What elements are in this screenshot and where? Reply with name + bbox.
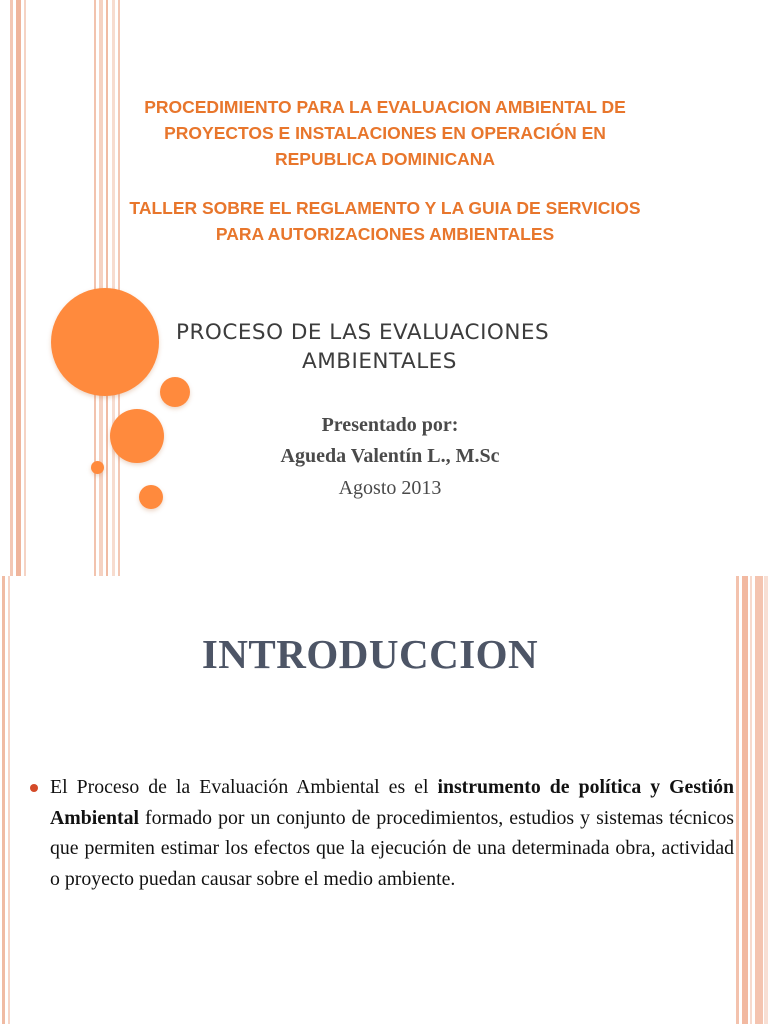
decorative-stripe — [755, 576, 763, 1024]
decorative-stripe — [24, 0, 26, 576]
workshop-title — [40, 195, 730, 247]
subtitle-line: PROCESO DE LAS EVALUACIONES — [176, 320, 550, 345]
subtitle-line: AMBIENTALES — [302, 349, 457, 374]
decorative-stripe — [118, 0, 120, 576]
intro-text: formado por un conjunto de procedimientos, estudios y sistemas técnicos que permiten estimar los efectos que la ejecución de una determinada obra, actividad o proyecto puedan causar sobre el medio ambiente. — [50, 806, 734, 890]
decorative-stripe — [764, 576, 768, 1024]
decorative-stripe — [750, 576, 752, 1024]
title-line: PROCEDIMIENTO PARA LA EVALUACION AMBIENTAL DE — [144, 97, 626, 117]
decorative-circle-tiny — [91, 461, 104, 474]
intro-paragraph — [50, 772, 734, 894]
title-line: PROYECTOS E INSTALACIONES EN OPERACIÓN EN — [164, 123, 606, 143]
decorative-circle-medium — [110, 409, 164, 463]
decorative-circle-small — [139, 485, 163, 509]
presentation-title — [40, 94, 730, 172]
decorative-stripe — [10, 0, 13, 576]
decorative-circle-small — [160, 377, 190, 407]
intro-heading: INTRODUCCION — [201, 631, 539, 677]
decorative-stripe — [742, 576, 748, 1024]
intro-text: El Proceso de la Evaluación Ambiental es el — [50, 776, 438, 798]
presenter-name: Agueda Valentín L., M.Sc — [280, 445, 500, 467]
presentation-date: Agosto 2013 — [338, 477, 442, 499]
slide-subtitle — [176, 318, 626, 376]
workshop-line: PARA AUTORIZACIONES AMBIENTALES — [215, 224, 555, 244]
bullet-icon — [30, 784, 38, 792]
decorative-stripe — [16, 0, 21, 576]
title-line: REPUBLICA DOMINICANA — [274, 149, 496, 169]
workshop-line: TALLER SOBRE EL REGLAMENTO Y LA GUIA DE SERVICIOS — [129, 198, 641, 218]
presented-by-label: Presentado por: — [321, 414, 459, 436]
intro-emphasis: instrumento de política y Gestión Ambiental — [50, 776, 735, 829]
decorative-circle-large — [51, 288, 159, 396]
